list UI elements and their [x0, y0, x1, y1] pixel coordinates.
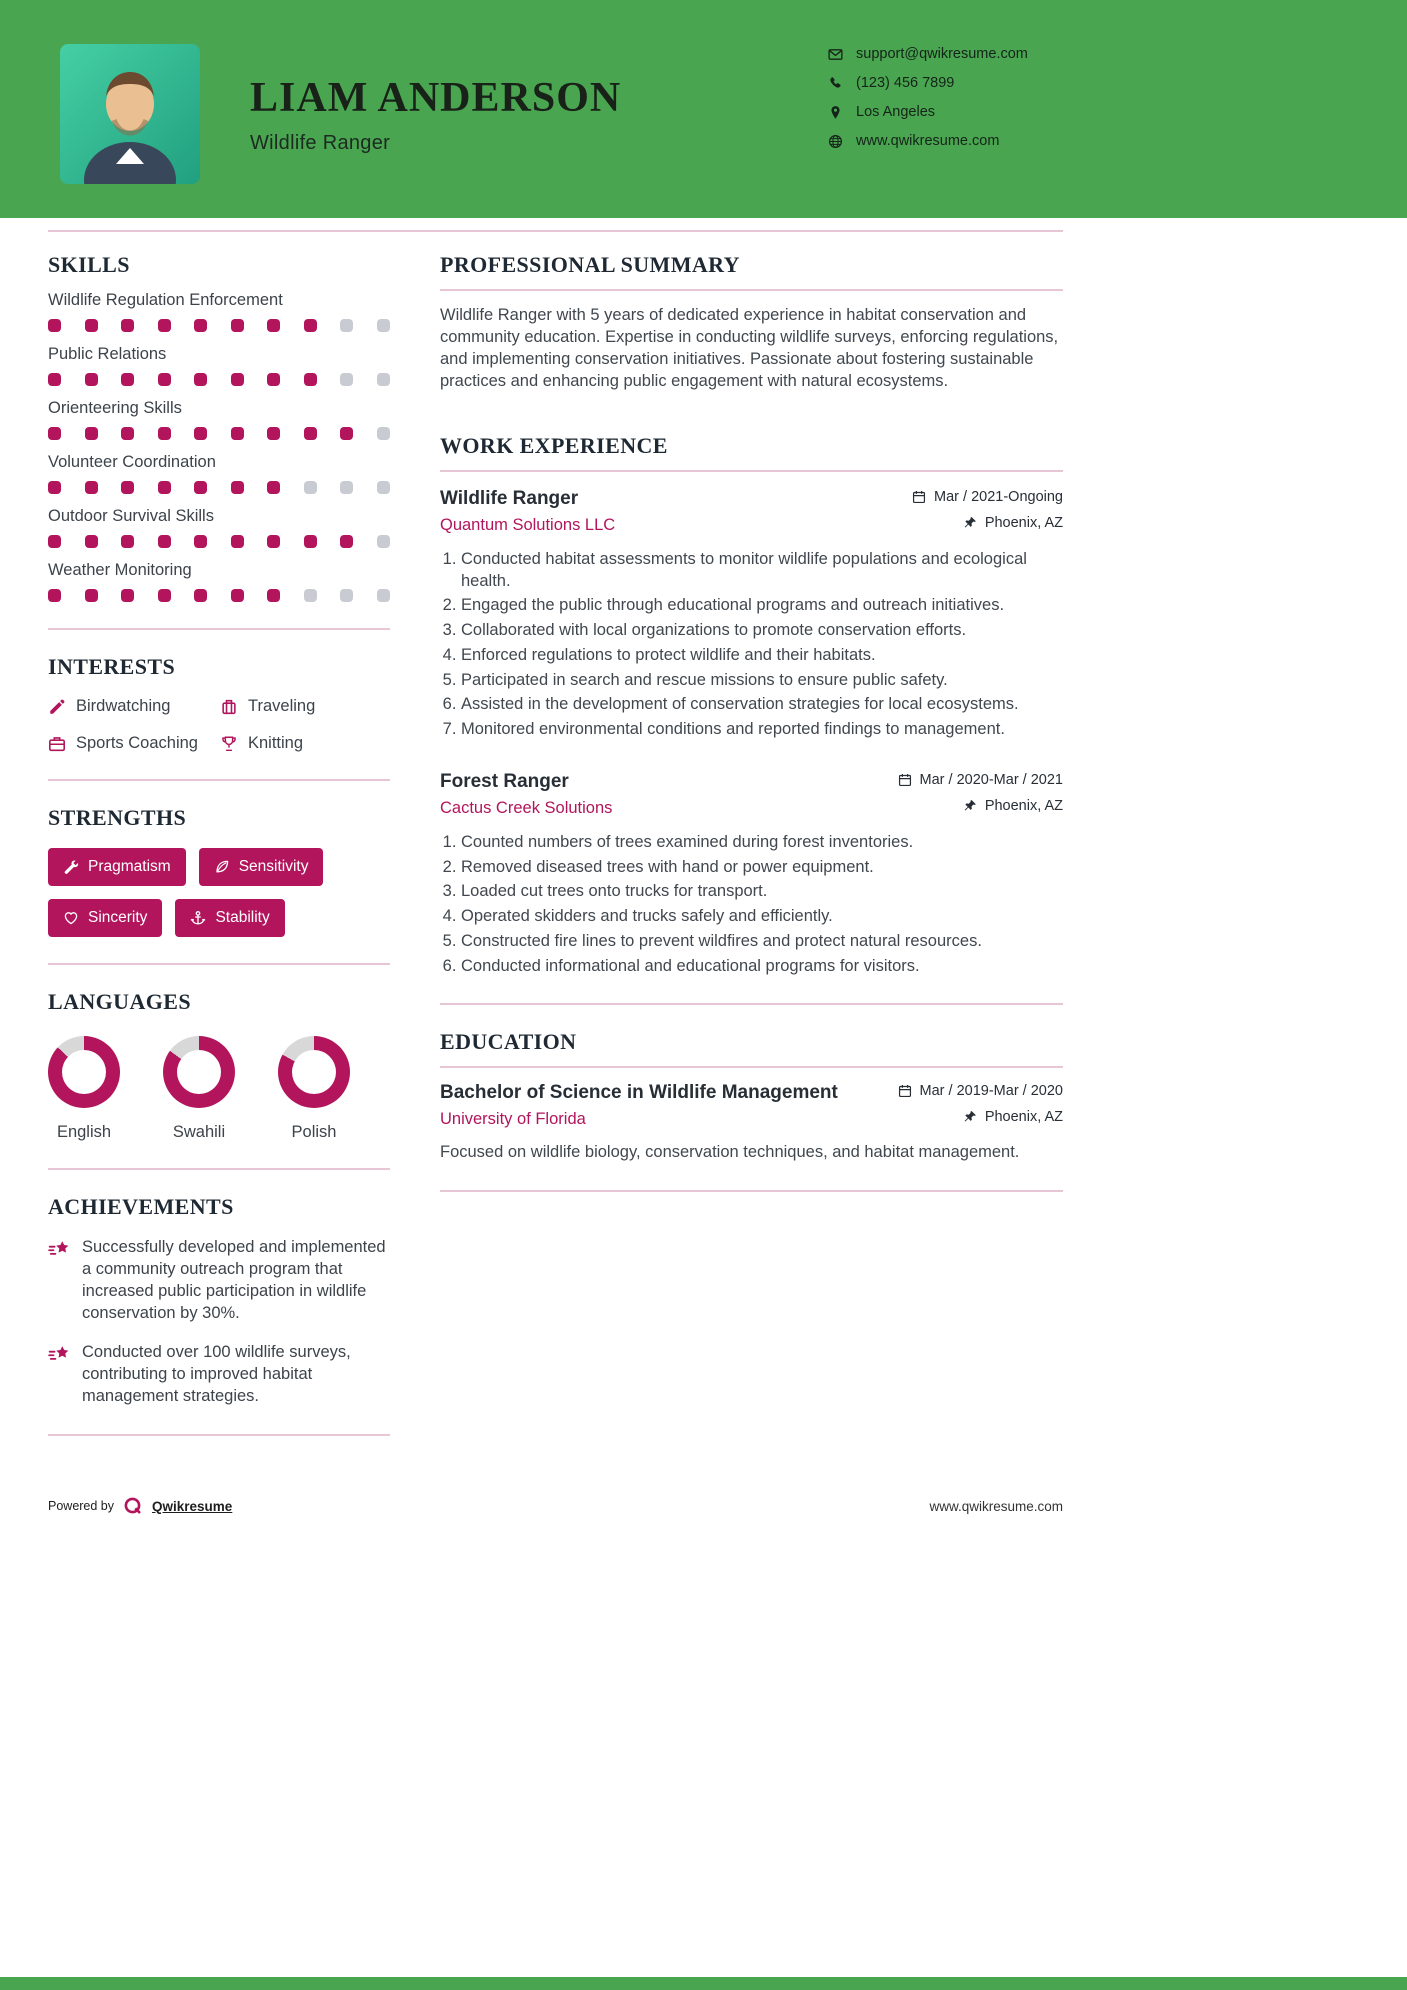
heading-divider [440, 289, 1063, 291]
person-role: Wildlife Ranger [250, 132, 391, 154]
calendar-icon [898, 773, 912, 787]
job-bullet: 1. Counted numbers of trees examined during forest inventories. [461, 832, 1063, 854]
languages-heading: LANGUAGES [48, 989, 191, 1014]
main-content [48, 252, 1063, 1460]
contact-website[interactable] [828, 133, 1028, 149]
job-bullet: 1. Conducted habitat assessments to monitor wildlife populations and ecological health. [461, 549, 1063, 593]
contact-location [828, 104, 1028, 120]
contact-phone-text: (123) 456 7899 [856, 75, 955, 91]
skill-item: Volunteer Coordination [48, 453, 390, 494]
job-bullet: 5. Participated in search and rescue missions to ensure public safety. [461, 670, 1063, 692]
achievement-item: Successfully developed and implemented a community outreach program that increased public participation in wildlife conservation by 30%. [48, 1237, 390, 1325]
briefcase-icon [48, 735, 66, 753]
job-bullet: 3. Collaborated with local organizations to promote conservation efforts. [461, 620, 1063, 642]
job-bullet: 6. Assisted in the development of conservation strategies for local ecosystems. [461, 694, 1063, 716]
header-divider [48, 230, 1063, 232]
section-summary [440, 252, 1063, 393]
education-location: Phoenix, AZ [963, 1109, 1063, 1125]
education-school: University of Florida [440, 1110, 586, 1129]
shooting-star-icon [48, 1239, 70, 1261]
skill-rating [48, 373, 390, 386]
achievements-heading: ACHIEVEMENTS [48, 1194, 234, 1219]
language-donut-chart [48, 1036, 120, 1108]
interest-item: Sports Coaching [48, 734, 220, 753]
header [0, 0, 1407, 218]
education-dates: Mar / 2019-Mar / 2020 [898, 1083, 1063, 1099]
calendar-icon [898, 1084, 912, 1098]
section-languages [48, 989, 390, 1142]
job-bullet: 2. Removed diseased trees with hand or power equipment. [461, 857, 1063, 879]
section-achievements [48, 1194, 390, 1408]
summary-text: Wildlife Ranger with 5 years of dedicated experience in habitat conservation and community education. Expertise in conducting wildlife surveys, enforcing regulations, and implementing conservation initiatives. Passionate about fostering sustainable practices and enhancing public engagement with natural ecosystems. [440, 306, 1059, 390]
strength-badge: Pragmatism [48, 848, 186, 886]
powered-by [48, 1496, 232, 1516]
job-bullet: 3. Loaded cut trees onto trucks for transport. [461, 881, 1063, 903]
job-bullet: 5. Constructed fire lines to prevent wildfires and protect natural resources. [461, 931, 1063, 953]
trophy-icon [220, 735, 238, 753]
skill-item: Public Relations [48, 345, 390, 386]
job-bullet: 2. Engaged the public through educational programs and outreach initiatives. [461, 595, 1063, 617]
section-divider [48, 779, 390, 781]
interest-item: Traveling [220, 697, 390, 716]
strengths-heading: STRENGTHS [48, 805, 187, 830]
job-entry [440, 488, 1063, 741]
section-divider [48, 963, 390, 965]
qwikresume-link[interactable]: Qwikresume [152, 1498, 233, 1514]
achievement-item: Conducted over 100 wildlife surveys, contributing to improved habitat management strategies. [48, 1342, 390, 1408]
education-degree: Bachelor of Science in Wildlife Management [440, 1082, 838, 1104]
location-pin-icon [828, 105, 843, 120]
skills-heading: SKILLS [48, 252, 130, 277]
job-company: Quantum Solutions LLC [440, 515, 616, 534]
job-entry [440, 771, 1063, 978]
contact-email-text: support@qwikresume.com [856, 46, 1028, 62]
heading-divider [440, 1066, 1063, 1068]
strength-badge: Stability [175, 899, 284, 937]
languages-list [48, 1036, 390, 1142]
job-title: Forest Ranger [440, 770, 569, 792]
qwikresume-logo-icon [123, 1496, 143, 1516]
skill-rating [48, 589, 390, 602]
section-divider [48, 1168, 390, 1170]
education-heading: EDUCATION [440, 1029, 577, 1055]
job-company: Cactus Creek Solutions [440, 798, 613, 817]
footer [48, 1496, 1063, 1516]
section-education [440, 1029, 1063, 1164]
skill-item: Orienteering Skills [48, 399, 390, 440]
interests-grid [48, 697, 390, 753]
person-name: LIAM ANDERSON [250, 75, 622, 121]
language-donut-chart [163, 1036, 235, 1108]
job-bullet: 6. Conducted informational and educational programs for visitors. [461, 956, 1063, 978]
strength-badge: Sincerity [48, 899, 162, 937]
section-interests [48, 654, 390, 753]
interest-item: Knitting [220, 734, 390, 753]
job-location: Phoenix, AZ [963, 798, 1063, 814]
skill-item: Weather Monitoring [48, 561, 390, 602]
language-donut-chart [278, 1036, 350, 1108]
skill-rating [48, 427, 390, 440]
luggage-icon [220, 698, 238, 716]
education-description: Focused on wildlife biology, conservation techniques, and habitat management. [440, 1143, 1020, 1162]
heading-divider [440, 470, 1063, 472]
phone-icon [828, 76, 843, 91]
contact-email[interactable] [828, 46, 1028, 62]
job-bullet: 4. Enforced regulations to protect wildlife and their habitats. [461, 645, 1063, 667]
profile-photo-image [60, 44, 200, 184]
job-title: Wildlife Ranger [440, 487, 579, 509]
pushpin-icon [963, 799, 977, 813]
profile-photo [60, 44, 200, 184]
section-divider [440, 1003, 1063, 1005]
section-divider [48, 1434, 390, 1436]
section-divider [440, 1190, 1063, 1192]
calendar-icon [912, 490, 926, 504]
job-bullet: 4. Operated skidders and trucks safely and efficiently. [461, 906, 1063, 928]
language-item: Swahili [163, 1036, 235, 1142]
wrench-icon [63, 859, 79, 875]
strengths-list [48, 848, 390, 937]
section-skills [48, 252, 390, 602]
job-bullet: 7. Monitored environmental conditions and reported findings to management. [461, 719, 1063, 741]
anchor-icon [190, 910, 206, 926]
pen-icon [48, 698, 66, 716]
job-dates: Mar / 2020-Mar / 2021 [898, 772, 1063, 788]
pushpin-icon [963, 1110, 977, 1124]
footer-website-link[interactable]: www.qwikresume.com [929, 1498, 1063, 1514]
skill-rating [48, 481, 390, 494]
interests-heading: INTERESTS [48, 654, 176, 679]
contact-website-text: www.qwikresume.com [856, 133, 1000, 149]
skill-item: Wildlife Regulation Enforcement [48, 291, 390, 332]
skill-item: Outdoor Survival Skills [48, 507, 390, 548]
powered-by-label: Powered by [48, 1499, 115, 1513]
contact-location-text: Los Angeles [856, 104, 936, 120]
language-item: English [48, 1036, 120, 1142]
summary-heading: PROFESSIONAL SUMMARY [440, 252, 740, 277]
envelope-icon [828, 47, 843, 62]
section-experience [440, 433, 1063, 978]
right-column [440, 252, 1063, 1460]
shooting-star-icon [48, 1344, 70, 1366]
section-strengths [48, 805, 390, 937]
language-item: Polish [278, 1036, 350, 1142]
pushpin-icon [963, 516, 977, 530]
skill-rating [48, 319, 390, 332]
contact-phone [828, 75, 1028, 91]
job-bullet-list [440, 549, 1063, 741]
globe-icon [828, 134, 843, 149]
skill-rating [48, 535, 390, 548]
experience-heading: WORK EXPERIENCE [440, 432, 668, 458]
bottom-accent-bar [0, 1977, 1407, 1990]
heart-icon [63, 910, 79, 926]
interest-item: Birdwatching [48, 697, 220, 716]
left-column [48, 252, 390, 1460]
contact-info [828, 46, 1028, 149]
section-divider [48, 628, 390, 630]
title-block [250, 74, 621, 155]
leaf-icon [214, 859, 230, 875]
job-dates: Mar / 2021-Ongoing [912, 489, 1063, 505]
job-bullet-list [440, 832, 1063, 978]
job-location: Phoenix, AZ [963, 515, 1063, 531]
strength-badge: Sensitivity [199, 848, 324, 886]
